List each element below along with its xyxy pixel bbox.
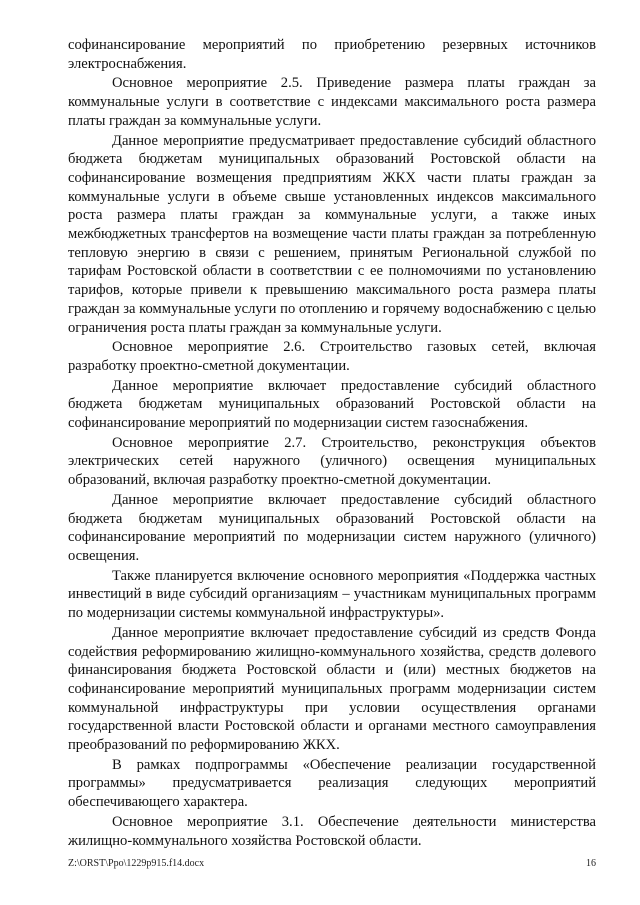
paragraph-measure-2-5: Основное мероприятие 2.5. Приведение размера платы граждан за коммунальные услуги в соответствие с индексами максимального роста размера платы граждан за коммунальные услуги. <box>68 75 596 129</box>
paragraph-planned-measure-description: Данное мероприятие включает предоставление субсидий из средств Фонда содействия реформированию жилищно-коммунального хозяйства, средств долевого финансирования бюджета Ростовской области и (или) местных бюджетов на софинансирование мероприятий муниципальных программ модернизации систем коммунальной инфраструктуры при условии осуществления органами государственной власти Ростовской области и органами местного самоуправления преобразований по реформированию ЖКХ. <box>68 624 596 754</box>
paragraph-measure-2-5-description: Данное мероприятие предусматривает предоставление субсидий областного бюджета бюджетам муниципальных образований Ростовской области на софинансирование возмещения предприятиям ЖКХ части платы граждан за коммунальные услуги в объеме свыше установленных индексов максимального роста размера платы граждан за коммунальные услуги, а также иных межбюджетных трансфертов на возмещение части платы граждан за потребленную тепловую энергию в связи с решением, принятым Региональной службой по тарифам Ростовской области в соответствии с ее полномочиями по установлению тарифов, которые привели к превышению максимального роста размера платы граждан за коммунальные услуги по отоплению и горячему водоснабжению с целью ограничения роста платы граждан за коммунальные услуги. <box>68 132 596 336</box>
paragraph-subprogram: В рамках подпрограммы «Обеспечение реализации государственной программы» предусматривается реализация следующих мероприятий обеспечивающего характера. <box>68 756 596 811</box>
paragraph-measure-2-6-description: Данное мероприятие включает предоставление субсидий областного бюджета бюджетам муниципальных образований Ростовской области на софинансирование мероприятий по модернизации систем газоснабжения. <box>68 377 596 432</box>
page-number: 16 <box>586 858 596 869</box>
paragraph-measure-3-1: Основное мероприятие 3.1. Обеспечение деятельности министерства жилищно-коммунального хозяйства Ростовской области. <box>68 813 596 849</box>
paragraph-planned-measure: Также планируется включение основного мероприятия «Поддержка частных инвестиций в виде субсидий организациям – участникам муниципальных программ по модернизации системы коммунальной инфраструктуры». <box>68 567 596 622</box>
page-footer <box>68 858 596 872</box>
paragraph-measure-2-7: Основное мероприятие 2.7. Строительство, реконструкция объектов электрических сетей наружного (уличного) освещения муниципальных образований, включая разработку проектно-сметной документации. <box>68 434 596 489</box>
paragraph-measure-2-7-description: Данное мероприятие включает предоставление субсидий областного бюджета бюджетам муниципальных образований Ростовской области на софинансирование мероприятий по модернизации систем наружного (уличного) освещения. <box>68 491 596 564</box>
document-body <box>68 36 596 851</box>
paragraph-measure-2-6: Основное мероприятие 2.6. Строительство газовых сетей, включая разработку проектно-сметной документации. <box>68 339 596 374</box>
footer-file-path: Z:\ORST\Ppo\1229p915.f14.docx <box>68 858 205 869</box>
paragraph-continuation: софинансирование мероприятий по приобретению резервных источников электроснабжения. <box>68 37 596 72</box>
